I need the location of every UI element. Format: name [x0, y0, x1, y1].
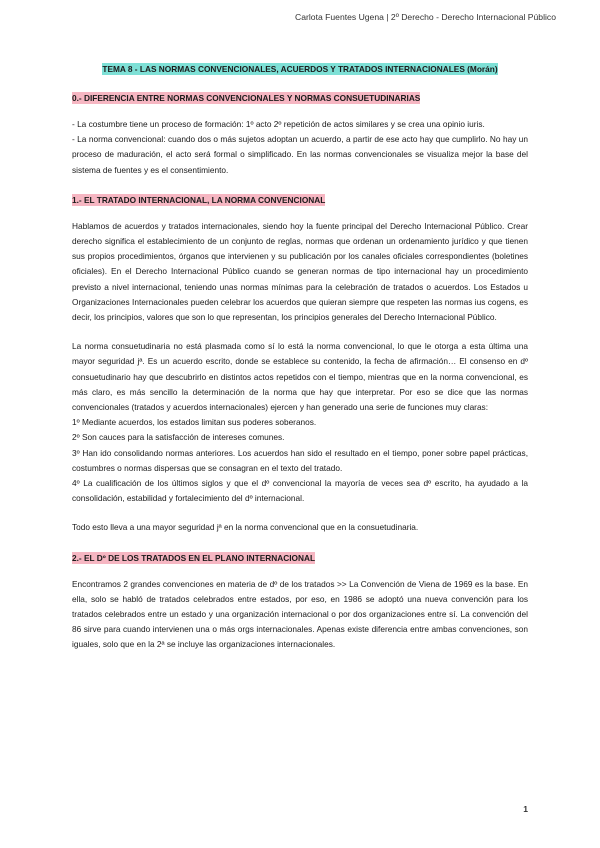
- paragraph: - La norma convencional: cuando dos o más sujetos adoptan un acuerdo, a partir de ese acto hay que cumplirlo. No hay un proceso de maduración, el acto será formal o simplificado. En las normas convencionales se visualiza mejor la base del sistema de fuentes y es el consentimiento.: [72, 134, 528, 175]
- section-heading-1: [72, 193, 528, 207]
- document-body: [72, 64, 528, 653]
- section-heading-0-text: 0.- DIFERENCIA ENTRE NORMAS CONVENCIONALES Y NORMAS CONSUETUDINARIAS: [72, 93, 421, 103]
- list-item: 3º Han ido consolidando normas anteriores. Los acuerdos han sido el resultado en el tiempo, poner sobre papel prácticas, costumbres o normas dispersas que se consagran en el texto del tratado.: [72, 447, 528, 473]
- page-header: Carlota Fuentes Ugena | 2º Derecho - Derecho Internacional Público: [295, 12, 556, 22]
- section-heading-0: [72, 91, 528, 105]
- paragraph: Hablamos de acuerdos y tratados internacionales, siendo hoy la fuente principal del Derecho Internacional Público. Crear derecho significa el establecimiento de un conjunto de reglas, normas que ordenan un ordenamiento jurídico y que tienen sus propios procedimientos, órganos que intervienen y su publicación por los canales oficiales correspondientes (boletines oficiales). En el Derecho Internacional Público cuando se generan normas de tipo internacional hay un procedimiento previsto a nivel internacional, teniendo unas normas mínimas para la celebración de tratados o acuerdos. Los Estados u Organizaciones Internacionales pueden celebrar los acuerdos que quieran siempre que respeten las normas ius cogens, es decir, los principios, valores que son lo que representan, los principios generales del Derecho Internacional Público.: [72, 220, 528, 323]
- list-item: 2º Son cauces para la satisfacción de intereses comunes.: [72, 432, 285, 443]
- document-title: [72, 64, 528, 74]
- page-number: 1: [523, 804, 528, 814]
- section-heading-2-text: 2.- EL Dº DE LOS TRATADOS EN EL PLANO INTERNACIONAL: [72, 552, 316, 563]
- paragraph: Encontramos 2 grandes convenciones en materia de dº de los tratados >> La Convención de Viena de 1969 es la base. En ella, solo se habló de tratados celebrados entre estados, por eso, en 1986 se adoptó una nueva convención para los tratados celebrados entre un estado y una organización internacional o por dos organizaciones entre sí. La convención del 86 sirve para cuando intervienen una o más orgs internacionales. Apenas existe diferencia entre ambas convenciones, son iguales, solo que en la 2ª se incluye las organizaciones internacionales.: [72, 578, 528, 650]
- section-heading-2: [72, 551, 528, 565]
- paragraph: Todo esto lleva a una mayor seguridad jª en la norma convencional que en la consuetudinaria.: [72, 522, 419, 533]
- section-heading-1-text: 1.- EL TRATADO INTERNACIONAL, LA NORMA CONVENCIONAL: [72, 194, 326, 205]
- document-title-text: TEMA 8 - LAS NORMAS CONVENCIONALES, ACUERDOS Y TRATADOS INTERNACIONALES (Morán): [102, 64, 498, 74]
- list-item: 4º La cualificación de los últimos siglos y que el dº convencional la mayoría de veces sea dº escrito, ha ayudado a la consolidación, estabilidad y fortalecimiento del dº internacional.: [72, 478, 528, 504]
- paragraph: La norma consuetudinaria no está plasmada como sí lo está la norma convencional, lo que le otorga a esta última una mayor seguridad jª. Es un acuerdo escrito, donde se establece su contenido, la fecha de afirmación… El consenso en dº consuetudinario hay que descubrirlo en distintos actos repetidos con el tiempo, mientras que en la norma convencional, es más claro, es más sencillo la determinación de la norma que hay que interpretar. Por eso se dice que las normas convencionales (tratados y acuerdos internacionales) ejercen y han generado una serie de funciones muy claras:: [72, 341, 528, 413]
- list-item: 1º Mediante acuerdos, los estados limitan sus poderes soberanos.: [72, 417, 317, 428]
- paragraph: - La costumbre tiene un proceso de formación: 1º acto 2º repetición de actos similares y se crea una opinio iuris.: [72, 119, 485, 129]
